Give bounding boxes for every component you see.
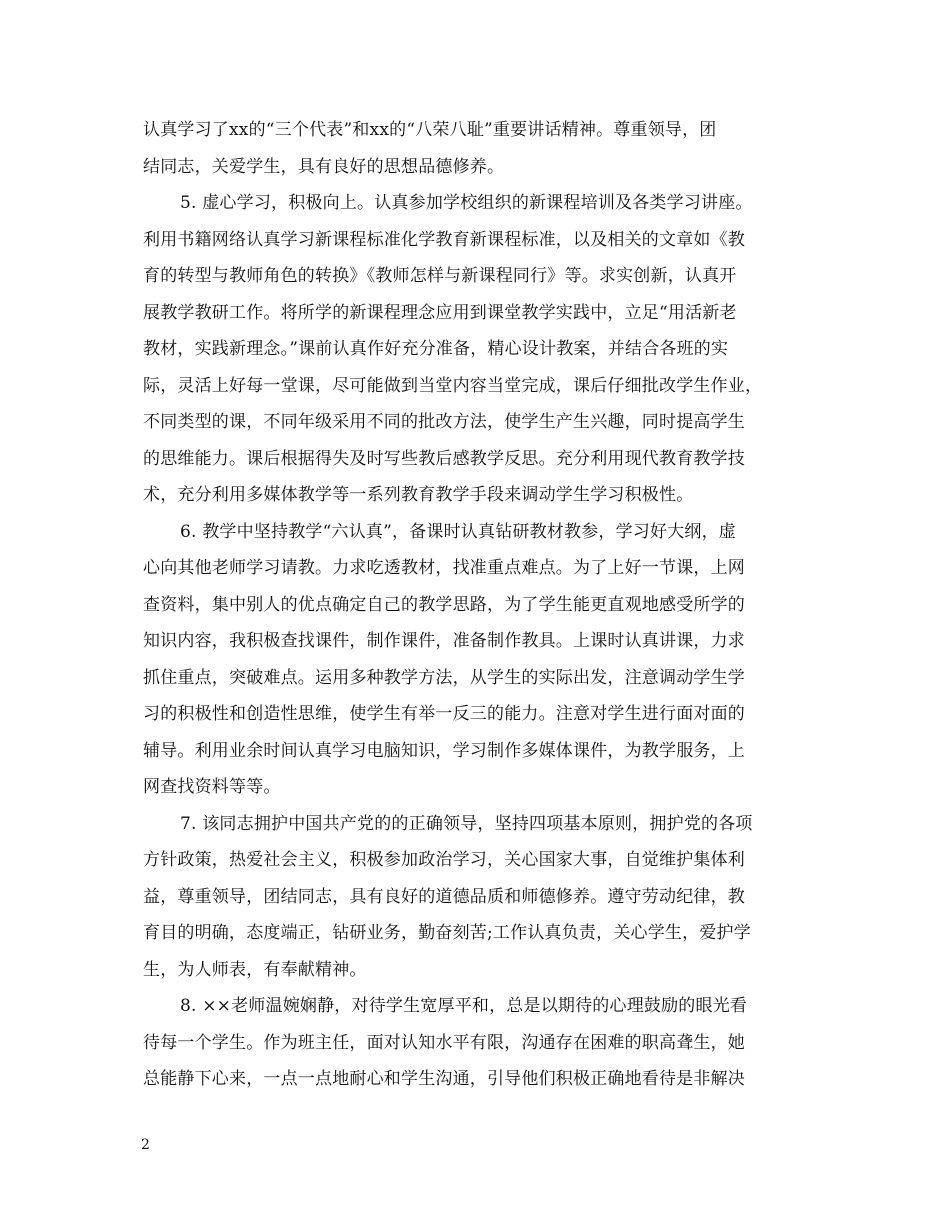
- text-line: 习的积极性和创造性思维，使学生有举一反三的能力。注意对学生进行面对面的: [143, 704, 745, 724]
- text-line: 教材，实践新理念。”课前认真作好充分准备，精心设计教案，并结合各班的实: [143, 339, 729, 359]
- text-line: 际，灵活上好每一堂课，尽可能做到当堂内容当堂完成，课后仔细批改学生作业，: [143, 376, 763, 396]
- text-line: 展教学教研工作。将所学的新课程理念应用到课堂教学实践中，立足“用活新老: [143, 303, 737, 323]
- text-line: 术，充分利用多媒体教学等一系列教育教学手段来调动学生学习积极性。: [143, 485, 694, 505]
- text-line: 知识内容，我积极查找课件，制作课件，准备制作教具。上课时认真讲课，力求: [143, 631, 745, 651]
- text-line: 方针政策，热爱社会主义，积极参加政治学习，关心国家大事，自觉维护集体利: [143, 850, 745, 870]
- text-line: 6. 教学中坚持教学“六认真”，备课时认真钻研教材教参，学习好大纲，虚: [180, 522, 737, 542]
- text-line: 益，尊重领导，团结同志，具有良好的道德品质和师德修养。遵守劳动纪律，教: [143, 887, 745, 907]
- text-line: 认真学习了xx的“三个代表”和xx的“八荣八耻”重要讲话精神。尊重领导，团: [143, 120, 717, 140]
- text-line: 利用书籍网络认真学习新课程标准化学教育新课程标准，以及相关的文章如《教: [143, 230, 745, 250]
- text-line: 生，为人师表，有奉献精神。: [143, 960, 367, 980]
- text-line: 查资料，集中别人的优点确定自己的教学思路，为了学生能更直观地感受所学的: [143, 595, 745, 615]
- text-line: 结同志，关爱学生，具有良好的思想品德修养。: [143, 157, 505, 177]
- text-line: 不同类型的课，不同年级采用不同的批改方法，使学生产生兴趣，同时提高学生: [143, 412, 745, 432]
- page-number: 2: [141, 1137, 150, 1153]
- text-line: 待每一个学生。作为班主任，面对认知水平有限，沟通存在困难的职高聋生，她: [143, 1033, 745, 1053]
- text-line: 育目的明确，态度端正，钻研业务，勤奋刻苦;工作认真负责，关心学生，爱护学: [143, 923, 751, 943]
- text-line: 总能静下心来，一点一点地耐心和学生沟通，引导他们积极正确地看待是非解决: [143, 1069, 745, 1089]
- text-line: 辅导。利用业余时间认真学习电脑知识，学习制作多媒体课件，为教学服务，上: [143, 741, 745, 761]
- text-line: 5. 虚心学习，积极向上。认真参加学校组织的新课程培训及各类学习讲座。: [180, 193, 753, 213]
- text-line: 的思维能力。课后根据得失及时写些教后感教学反思。充分利用现代教育教学技: [143, 449, 745, 469]
- text-line: 育的转型与教师角色的转换》《教师怎样与新课程同行》等。求实创新，认真开: [143, 266, 737, 286]
- text-line: 抓住重点，突破难点。运用多种教学方法，从学生的实际出发，注意调动学生学: [143, 668, 745, 688]
- text-line: 7. 该同志拥护中国共产党的的正确领导，坚持四项基本原则，拥护党的各项: [180, 814, 753, 834]
- text-line: 心向其他老师学习请教。力求吃透教材，找准重点难点。为了上好一节课，上网: [143, 558, 745, 578]
- text-line: 网查找资料等等。: [143, 777, 281, 797]
- text-line: 8. ××老师温婉娴静，对待学生宽厚平和，总是以期待的心理鼓励的眼光看: [180, 996, 748, 1016]
